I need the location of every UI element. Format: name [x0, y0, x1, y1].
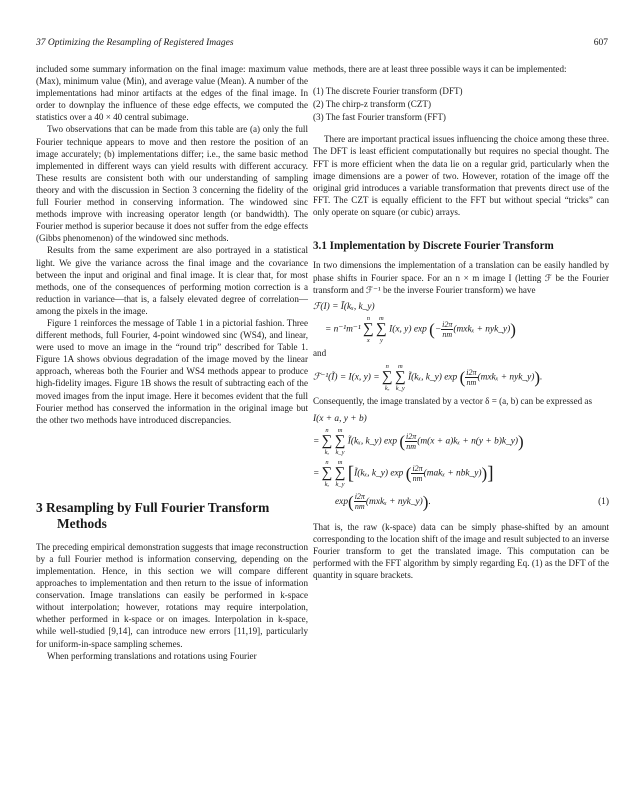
summation: n ∑ kₓ: [321, 458, 333, 488]
summation: m ∑ k_y: [394, 362, 406, 392]
eq-term: ℱ⁻¹(Ĩ) = I(x, y) =: [313, 372, 380, 383]
eq-term: Ĩ(kₓ, k_y) exp: [347, 436, 398, 447]
fraction: $\frac{i2\pi}{nm}$: [354, 492, 365, 512]
left-column: [36, 63, 308, 662]
paragraph: That is, the raw (k-space) data can be simply phase-shifted by an amount corresponding to the location shift of the image and result subjected to an inverse Fourier transform to get the translated image. This computation can be performed with the FFT algorithm by simply regarding Eq. (1) as the DFT of the quantity in square brackets.: [313, 521, 609, 581]
chapter-title: 37 Optimizing the Resampling of Registered Images: [36, 38, 234, 48]
fraction: $\frac{i2\pi}{nm}$: [406, 431, 417, 451]
eq-term: (mxkₓ + nyk_y): [477, 372, 535, 383]
summation: n ∑ kₓ: [381, 362, 393, 392]
equation-translation: [313, 411, 609, 515]
equation-number: (1): [598, 496, 609, 507]
paragraph: Figure 1 reinforces the message of Table 1 in a pictorial fashion. Three different methods, full Fourier, 4-point windowed sinc (WS4), and linear, were used to move an image in the “round trip” described for Table 1. Figure 1A shows obvious degradation of the image moved by the linear approach, whereas both the Fourier and WS4 methods appear to produce high-fidelity images. Figure 1B shows the result of subtracting each of the moved images from the input image. Here it becomes evident that the full Fourier method has conserved the information in the original image but the other two methods have introduced discrepancies.: [36, 317, 308, 425]
fraction: $\frac{i2\pi}{nm}$: [442, 319, 453, 339]
summation: m ∑ k_y: [334, 458, 346, 488]
paragraph: There are important practical issues influencing the choice among these three. The DFT is least efficient computationally but requires no special thought. The FFT is more efficient when the data lie on a regular grid, particularly when the image dimensions are a power of two. However, rotation of the image off the original grid introduces a variable transformation that prevents direct use of the FFT. The CZT is equally efficient to the FFT but without special “tricks” can only operate on square (or cubic) arrays.: [313, 134, 609, 217]
eq-term: I(x, y) exp: [389, 324, 427, 335]
list-item: (1) The discrete Fourier transform (DFT): [313, 86, 463, 97]
summation: m ∑ k_y: [334, 426, 346, 456]
subsection-heading: 3.1 Implementation by Discrete Fourier Transform: [313, 240, 554, 253]
summation: m ∑ y: [376, 314, 387, 344]
eq-term: (mxkₓ + nyk_y): [365, 496, 423, 507]
page-number: 607: [593, 38, 608, 48]
eq-term: (makₓ + nbk_y): [423, 468, 482, 479]
paragraph: Two observations that can be made from this table are (a) only the full Fourier technique appears to move and then restore the position of an image accurately; (b) implementations differ; i.e., the same basic method implemented in different ways can yield results with different accuracy. These results are consistent both with our understanding of sampling theory and with the discussion in Section 3 concerning the fidelity of the full Fourier method in conserving information. The windowed sinc methods improve with increasing operator length (or bandwidth). The Fourier method is superior because it does not suffer from the edge effects (Gibbs phenomenon) of the windowed sinc methods.: [36, 124, 308, 244]
list-item: (2) The chirp-z transform (CZT): [313, 99, 432, 110]
method-list: [313, 85, 609, 123]
paragraph: included some summary information on the final image: maximum value (Max), minimum value (Min), and average value (Mean). A number of the implementations had minor artifacts at the edges of the final image. In order to downplay the influence of these edge effects, we computed the statistics over a 40 × 40 central subimage.: [36, 64, 308, 123]
running-header: [36, 38, 608, 52]
eq-term: Ĩ(kₓ, k_y) exp: [354, 468, 404, 479]
paragraph: and: [313, 347, 327, 358]
paragraph: methods, there are at least three possible ways it can be implemented:: [313, 64, 567, 74]
right-column: [313, 63, 609, 581]
equation-inverse-fourier: ℱ⁻¹(Ĩ) = I(x, y) = n ∑ kₓ m ∑ k_y Ĩ(kₓ, k_y) exp ( $\frac{i2\pi}{nm}$ (mxkₓ + nyk_y)).: [313, 362, 543, 392]
equation-line: I(x + a, y + b): [313, 413, 367, 424]
summation: n ∑ x: [363, 314, 374, 344]
summation: n ∑ kₓ: [321, 426, 333, 456]
paragraph: Consequently, the image translated by a vector δ = (a, b) can be expressed as: [313, 395, 593, 406]
equation-line: = n⁻¹m⁻¹ n ∑ x m ∑ y I(x, y) exp (− $\frac{i2\pi}{nm}$ (mxkₓ + nyk_y)): [325, 314, 516, 344]
equation-line: ℱ(I) = Ĩ(kₓ, k_y): [313, 301, 375, 312]
eq-term: (m(x + a)kₓ + n(y + b)k_y): [417, 436, 519, 447]
fraction: $\frac{i2\pi}{nm}$: [466, 367, 477, 387]
paragraph: The preceding empirical demonstration suggests that image reconstruction by a full Fourier method is information conserving, depending on the implementation. Hence, in this section we will compare different approaches to implementation and then return to the issue of information conservation. Image translations can easily be performed in k-space without interpolation; however, rotations may require interpolation, whether performed in k-space or on images. Interpolation in k-space, while well-studied [9,14], can introduce new errors [11,19], particularly for uniform-in-space sampling schemes.: [36, 541, 308, 649]
section-heading: 3 Resampling by Full Fourier Transform Methods: [36, 499, 270, 531]
equation-line: = n ∑ kₓ m ∑ k_y Ĩ(kₓ, k_y) exp ( $\frac{i2\pi}{nm}$ (m(x + a)kₓ + n(y + b)k_y)): [313, 426, 524, 456]
paragraph: Results from the same experiment are also portrayed in a statistical light. We give the variance across the final image and the covariance between the input and original and final image. It is clear that, for most methods, one of the consequences of performing motion correction is a reduction in variance—that is, a falsely elevated degree of correlation—among the pixels in the image.: [36, 245, 308, 316]
fraction: $\frac{i2\pi}{nm}$: [412, 463, 423, 483]
eq-term: Ĩ(kₓ, k_y) exp: [408, 372, 458, 383]
paragraph: When performing translations and rotations using Fourier: [47, 650, 257, 661]
equation-line: = n ∑ kₓ m ∑ k_y [Ĩ(kₓ, k_y) exp ( $\frac{i2\pi}{nm}$ (makₓ + nbk_y))]: [313, 458, 494, 488]
eq-term: (mxkₓ + nyk_y): [453, 324, 511, 335]
equation-fourier: [313, 300, 609, 344]
list-item: (3) The fast Fourier transform (FFT): [313, 112, 446, 123]
paragraph: In two dimensions the implementation of a translation can be easily handled by phase shifts in Fourier space. For an n × m image I (letting ℱ be the Fourier transform and ℱ⁻¹ be the inverse Fourier transform) we have: [313, 260, 609, 295]
equation-line: exp( $\frac{i2\pi}{nm}$ (mxkₓ + nyk_y)). (1): [313, 489, 609, 515]
eq-term: = n⁻¹m⁻¹: [325, 324, 361, 335]
